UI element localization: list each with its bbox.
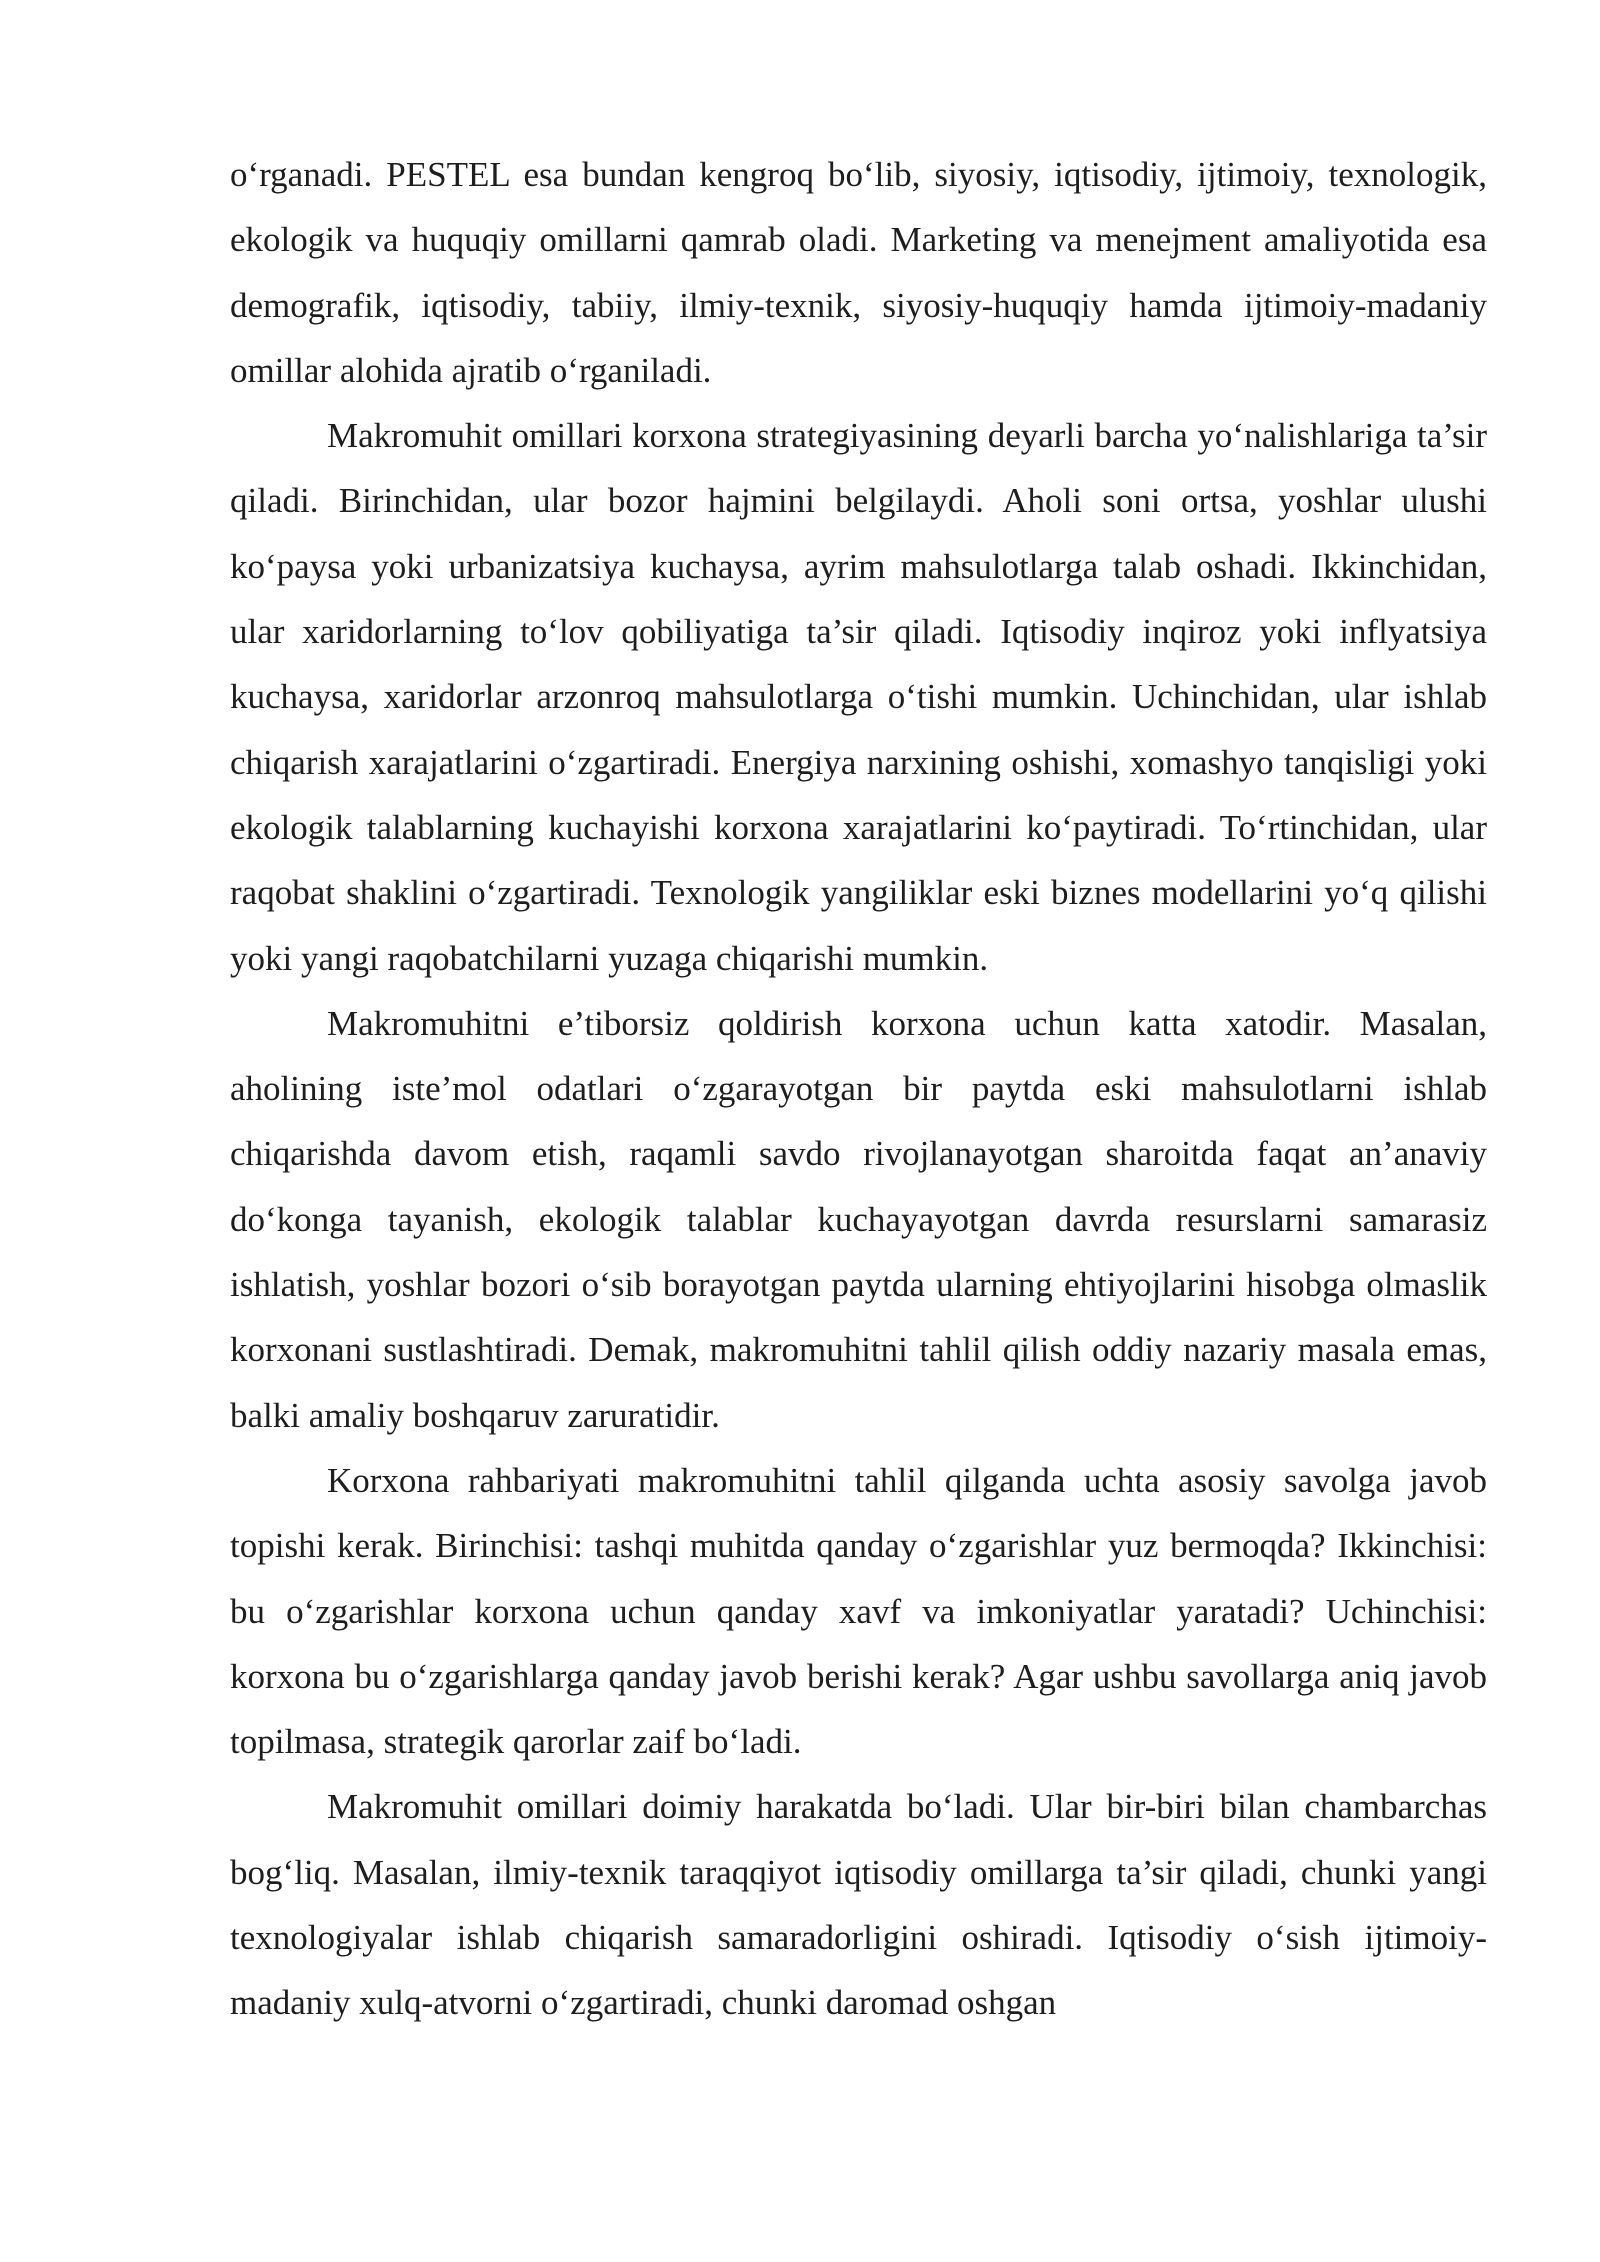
paragraph-continuation: o‘rganadi. PESTEL esa bundan kengroq bo‘lib, siyosiy, iqtisodiy, ijtimoiy, texnologik, ekologik va huquqiy omillarni qamrab oladi. Marketing va menejment amaliyotida esa demografik, iqtisodiy, tabiiy, ilmiy-texnik, siyosiy-huquqiy hamda ijtimoiy-madaniy omillar alohida ajratib o‘rganiladi. [230,155,1487,390]
paragraph-ignoring-macro-environment: Makromuhitni e’tiborsiz qoldirish korxona uchun katta xatodir. Masalan, aholining iste’mol odatlari o‘zgarayotgan bir paytda eski mahsulotlarni ishlab chiqarishda davom etish, raqamli savdo rivojlanayotgan sharoitda faqat an’anaviy do‘konga tayanish, ekologik talablar kuchayayotgan davrda resurslarni samarasiz ishlatish, yoshlar bozori o‘sib borayotgan paytda ularning ehtiyojlarini hisobga olmaslik korxonani sustlashtiradi. Demak, makromuhitni tahlil qilish oddiy nazariy masala emas, balki amaliy boshqaruv zaruratidir. [230,1003,1487,1435]
paragraph-factors-interrelated: Makromuhit omillari doimiy harakatda bo‘ladi. Ular bir-biri bilan chambarchas bog‘liq. Masalan, ilmiy-texnik taraqqiyot iqtisodiy omillarga ta’sir qiladi, chunki yangi texnologiyalar ishlab chiqarish samaradorligini oshiradi. Iqtisodiy o‘sish ijtimoiy-madaniy xulq-atvorni o‘zgartiradi, chunki daromad oshgan [230,1787,1487,2023]
document-body [230,142,1487,2036]
paragraph-macro-factors-strategy: Makromuhit omillari korxona strategiyasining deyarli barcha yo‘nalishlariga ta’sir qiladi. Birinchidan, ular bozor hajmini belgilaydi. Aholi soni ortsa, yoshlar ulushi ko‘paysa yoki urbanizatsiya kuchaysa, ayrim mahsulotlarga talab oshadi. Ikkinchidan, ular xaridorlarning to‘lov qobiliyatiga ta’sir qiladi. Iqtisodiy inqiroz yoki inflyatsiya kuchaysa, xaridorlar arzonroq mahsulotlarga o‘tishi mumkin. Uchinchidan, ular ishlab chiqarish xarajatlarini o‘zgartiradi. Energiya narxining oshishi, xomashyo tanqisligi yoki ekologik talablarning kuchayishi korxona xarajatlarini ko‘paytiradi. To‘rtinchidan, ular raqobat shaklini o‘zgartiradi. Texnologik yangiliklar eski biznes modellarini yo‘q qilishi yoki yangi raqobatchilarni yuzaga chiqarishi mumkin. [230,416,1487,978]
paragraph-three-questions: Korxona rahbariyati makromuhitni tahlil qilganda uchta asosiy savolga javob topishi kerak. Birinchisi: tashqi muhitda qanday o‘zgarishlar yuz bermoqda? Ikkinchisi: bu o‘zgarishlar korxona uchun qanday xavf va imkoniyatlar yaratadi? Uchinchisi: korxona bu o‘zgarishlarga qanday javob berishi kerak? Agar ushbu savollarga aniq javob topilmasa, strategik qarorlar zaif bo‘ladi. [230,1460,1487,1762]
